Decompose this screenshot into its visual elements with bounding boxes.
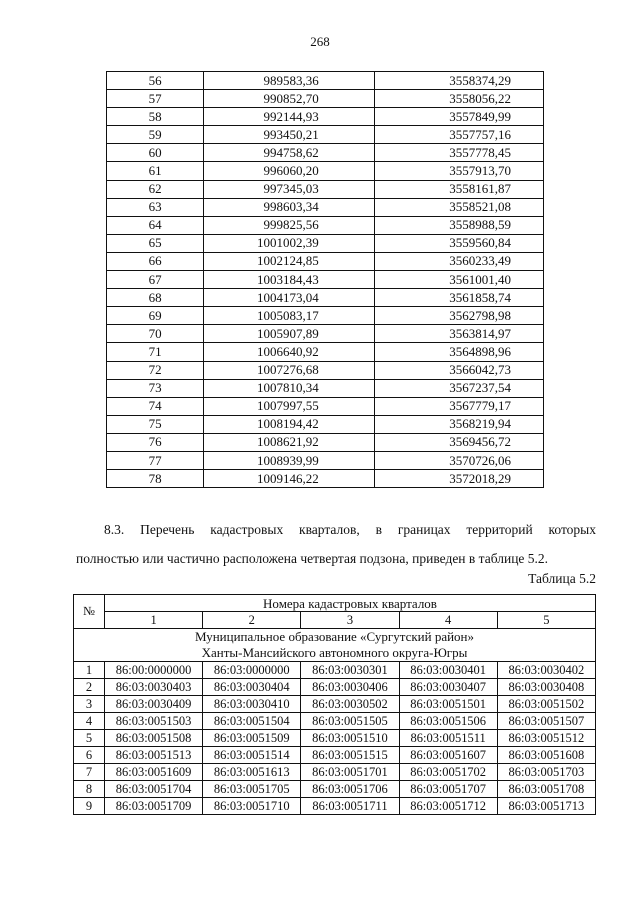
number-header: №	[74, 595, 105, 629]
municipality-line-2: Ханты-Мансийского автономного округа-Югры	[201, 645, 468, 660]
y-coordinate: 3558521,08	[374, 198, 543, 216]
point-number: 60	[107, 144, 204, 162]
x-coordinate: 1005083,17	[204, 307, 374, 325]
x-coordinate: 998603,34	[204, 198, 374, 216]
coordinate-row	[107, 289, 544, 307]
row-number: 5	[74, 730, 105, 747]
coordinate-row	[107, 234, 544, 252]
cadastral-quarter-number: 86:03:0051706	[301, 781, 399, 798]
cadastral-quarter-number: 86:03:0051609	[105, 764, 203, 781]
point-number: 75	[107, 415, 204, 433]
coordinate-row	[107, 90, 544, 108]
cadastral-quarter-number: 86:03:0051501	[399, 696, 497, 713]
y-coordinate: 3564898,96	[374, 343, 543, 361]
column-number: 3	[301, 612, 399, 629]
coordinate-row	[107, 252, 544, 270]
x-coordinate: 993450,21	[204, 126, 374, 144]
coordinate-row	[107, 415, 544, 433]
column-number: 1	[105, 612, 203, 629]
row-number: 3	[74, 696, 105, 713]
cadastral-quarter-number: 86:03:0051511	[399, 730, 497, 747]
cadastral-quarter-number: 86:03:0051710	[203, 798, 301, 815]
y-coordinate: 3559560,84	[374, 234, 543, 252]
x-coordinate: 989583,36	[204, 72, 374, 90]
point-number: 76	[107, 433, 204, 451]
cadastral-row	[74, 679, 596, 696]
cadastral-quarter-number: 86:03:0051508	[105, 730, 203, 747]
cadastral-quarter-number: 86:03:0051713	[497, 798, 595, 815]
y-coordinate: 3558988,59	[374, 216, 543, 234]
paragraph-line-2: полностью или частично расположена четвертая подзона, приведен в таблице 5.2.	[76, 551, 549, 566]
cadastral-quarter-number: 86:03:0051515	[301, 747, 399, 764]
cadastral-quarter-number: 86:03:0051512	[497, 730, 595, 747]
coordinate-row	[107, 162, 544, 180]
row-number: 9	[74, 798, 105, 815]
x-coordinate: 994758,62	[204, 144, 374, 162]
coordinate-row	[107, 361, 544, 379]
point-number: 67	[107, 271, 204, 289]
x-coordinate: 1005907,89	[204, 325, 374, 343]
point-number: 78	[107, 470, 204, 488]
point-number: 62	[107, 180, 204, 198]
cadastral-row	[74, 781, 596, 798]
coordinate-row	[107, 451, 544, 469]
row-number: 2	[74, 679, 105, 696]
x-coordinate: 1006640,92	[204, 343, 374, 361]
point-number: 58	[107, 108, 204, 126]
column-number: 2	[203, 612, 301, 629]
row-number: 1	[74, 662, 105, 679]
cadastral-row	[74, 730, 596, 747]
y-coordinate: 3557757,16	[374, 126, 543, 144]
coordinate-row	[107, 198, 544, 216]
cadastral-quarter-number: 86:03:0051613	[203, 764, 301, 781]
x-coordinate: 1009146,22	[204, 470, 374, 488]
row-number: 4	[74, 713, 105, 730]
cadastral-quarter-number: 86:03:0051506	[399, 713, 497, 730]
cadastral-quarter-number: 86:03:0030409	[105, 696, 203, 713]
point-number: 63	[107, 198, 204, 216]
cadastral-quarter-number: 86:03:0030301	[301, 662, 399, 679]
x-coordinate: 1007997,55	[204, 397, 374, 415]
x-coordinate: 1008939,99	[204, 451, 374, 469]
cadastral-quarter-number: 86:03:0051704	[105, 781, 203, 798]
cadastral-table	[73, 594, 596, 815]
y-coordinate: 3572018,29	[374, 470, 543, 488]
point-number: 57	[107, 90, 204, 108]
cadastral-quarter-number: 86:03:0051712	[399, 798, 497, 815]
cadastral-quarter-number: 86:03:0051504	[203, 713, 301, 730]
cadastral-quarter-number: 86:03:0051607	[399, 747, 497, 764]
point-number: 73	[107, 379, 204, 397]
cadastral-quarter-number: 86:03:0051707	[399, 781, 497, 798]
y-coordinate: 3562798,98	[374, 307, 543, 325]
page-number: 268	[310, 34, 330, 49]
coordinate-row	[107, 307, 544, 325]
x-coordinate: 1008194,42	[204, 415, 374, 433]
x-coordinate: 1003184,43	[204, 271, 374, 289]
cadastral-quarter-number: 86:03:0051709	[105, 798, 203, 815]
table-caption: Таблица 5.2	[528, 571, 596, 586]
cadastral-row	[74, 798, 596, 815]
paragraph-line-1: 8.3. Перечень кадастровых кварталов, в границах территорий которых	[104, 522, 596, 537]
municipality-line-1: Муниципальное образование «Сургутский район»	[194, 629, 475, 644]
column-number: 5	[497, 612, 595, 629]
cadastral-quarter-number: 86:03:0051514	[203, 747, 301, 764]
coordinate-row	[107, 325, 544, 343]
y-coordinate: 3558374,29	[374, 72, 543, 90]
point-number: 66	[107, 252, 204, 270]
cadastral-row	[74, 713, 596, 730]
cadastral-quarter-number: 86:03:0051608	[497, 747, 595, 764]
x-coordinate: 992144,93	[204, 108, 374, 126]
cadastral-quarter-number: 86:03:0051502	[497, 696, 595, 713]
row-number: 6	[74, 747, 105, 764]
cadastral-row	[74, 662, 596, 679]
cadastral-quarter-number: 86:03:0051705	[203, 781, 301, 798]
header-row	[74, 595, 596, 612]
x-coordinate: 1001002,39	[204, 234, 374, 252]
y-coordinate: 3567779,17	[374, 397, 543, 415]
cadastral-numbers-header: Номера кадастровых кварталов	[105, 595, 596, 612]
cadastral-quarter-number: 86:03:0030401	[399, 662, 497, 679]
x-coordinate: 997345,03	[204, 180, 374, 198]
point-number: 59	[107, 126, 204, 144]
coordinate-row	[107, 108, 544, 126]
x-coordinate: 1002124,85	[204, 252, 374, 270]
cadastral-quarter-number: 86:03:0030407	[399, 679, 497, 696]
cadastral-quarter-number: 86:03:0051513	[105, 747, 203, 764]
y-coordinate: 3569456,72	[374, 433, 543, 451]
y-coordinate: 3557913,70	[374, 162, 543, 180]
x-coordinate: 1007810,34	[204, 379, 374, 397]
row-number: 7	[74, 764, 105, 781]
column-numbers-row	[74, 612, 596, 629]
municipality-cell	[74, 629, 596, 662]
cadastral-quarter-number: 86:03:0000000	[203, 662, 301, 679]
coordinate-row	[107, 379, 544, 397]
cadastral-quarter-number: 86:00:0000000	[105, 662, 203, 679]
coordinates-table-body	[107, 72, 544, 488]
cadastral-quarter-number: 86:03:0030406	[301, 679, 399, 696]
coordinate-row	[107, 144, 544, 162]
point-number: 69	[107, 307, 204, 325]
municipality-row	[74, 629, 596, 662]
coordinate-row	[107, 216, 544, 234]
cadastral-quarter-number: 86:03:0051503	[105, 713, 203, 730]
y-coordinate: 3561001,40	[374, 271, 543, 289]
coordinate-row	[107, 433, 544, 451]
cadastral-quarter-number: 86:03:0051702	[399, 764, 497, 781]
cadastral-table-body	[74, 595, 596, 815]
point-number: 72	[107, 361, 204, 379]
y-coordinate: 3568219,94	[374, 415, 543, 433]
cadastral-quarter-number: 86:03:0051507	[497, 713, 595, 730]
y-coordinate: 3558161,87	[374, 180, 543, 198]
cadastral-quarter-number: 86:03:0030403	[105, 679, 203, 696]
cadastral-quarter-number: 86:03:0030402	[497, 662, 595, 679]
point-number: 70	[107, 325, 204, 343]
coordinate-row	[107, 72, 544, 90]
point-number: 61	[107, 162, 204, 180]
point-number: 68	[107, 289, 204, 307]
x-coordinate: 990852,70	[204, 90, 374, 108]
y-coordinate: 3557849,99	[374, 108, 543, 126]
x-coordinate: 1008621,92	[204, 433, 374, 451]
cadastral-quarter-number: 86:03:0030410	[203, 696, 301, 713]
cadastral-quarter-number: 86:03:0051708	[497, 781, 595, 798]
coordinate-row	[107, 180, 544, 198]
cadastral-quarter-number: 86:03:0051711	[301, 798, 399, 815]
point-number: 64	[107, 216, 204, 234]
coordinates-table	[106, 71, 544, 488]
y-coordinate: 3566042,73	[374, 361, 543, 379]
point-number: 77	[107, 451, 204, 469]
cadastral-quarter-number: 86:03:0030404	[203, 679, 301, 696]
cadastral-row	[74, 764, 596, 781]
cadastral-row	[74, 747, 596, 764]
y-coordinate: 3561858,74	[374, 289, 543, 307]
cadastral-quarter-number: 86:03:0051703	[497, 764, 595, 781]
coordinate-row	[107, 271, 544, 289]
cadastral-quarter-number: 86:03:0030408	[497, 679, 595, 696]
cadastral-quarter-number: 86:03:0051505	[301, 713, 399, 730]
cadastral-quarter-number: 86:03:0051510	[301, 730, 399, 747]
y-coordinate: 3558056,22	[374, 90, 543, 108]
x-coordinate: 1004173,04	[204, 289, 374, 307]
cadastral-row	[74, 696, 596, 713]
x-coordinate: 1007276,68	[204, 361, 374, 379]
coordinate-row	[107, 470, 544, 488]
point-number: 74	[107, 397, 204, 415]
column-number: 4	[399, 612, 497, 629]
coordinate-row	[107, 126, 544, 144]
coordinate-row	[107, 343, 544, 361]
y-coordinate: 3570726,06	[374, 451, 543, 469]
y-coordinate: 3557778,45	[374, 144, 543, 162]
y-coordinate: 3560233,49	[374, 252, 543, 270]
coordinate-row	[107, 397, 544, 415]
cadastral-quarter-number: 86:03:0030502	[301, 696, 399, 713]
point-number: 56	[107, 72, 204, 90]
row-number: 8	[74, 781, 105, 798]
cadastral-quarter-number: 86:03:0051701	[301, 764, 399, 781]
y-coordinate: 3567237,54	[374, 379, 543, 397]
cadastral-quarter-number: 86:03:0051509	[203, 730, 301, 747]
point-number: 71	[107, 343, 204, 361]
y-coordinate: 3563814,97	[374, 325, 543, 343]
x-coordinate: 996060,20	[204, 162, 374, 180]
point-number: 65	[107, 234, 204, 252]
x-coordinate: 999825,56	[204, 216, 374, 234]
